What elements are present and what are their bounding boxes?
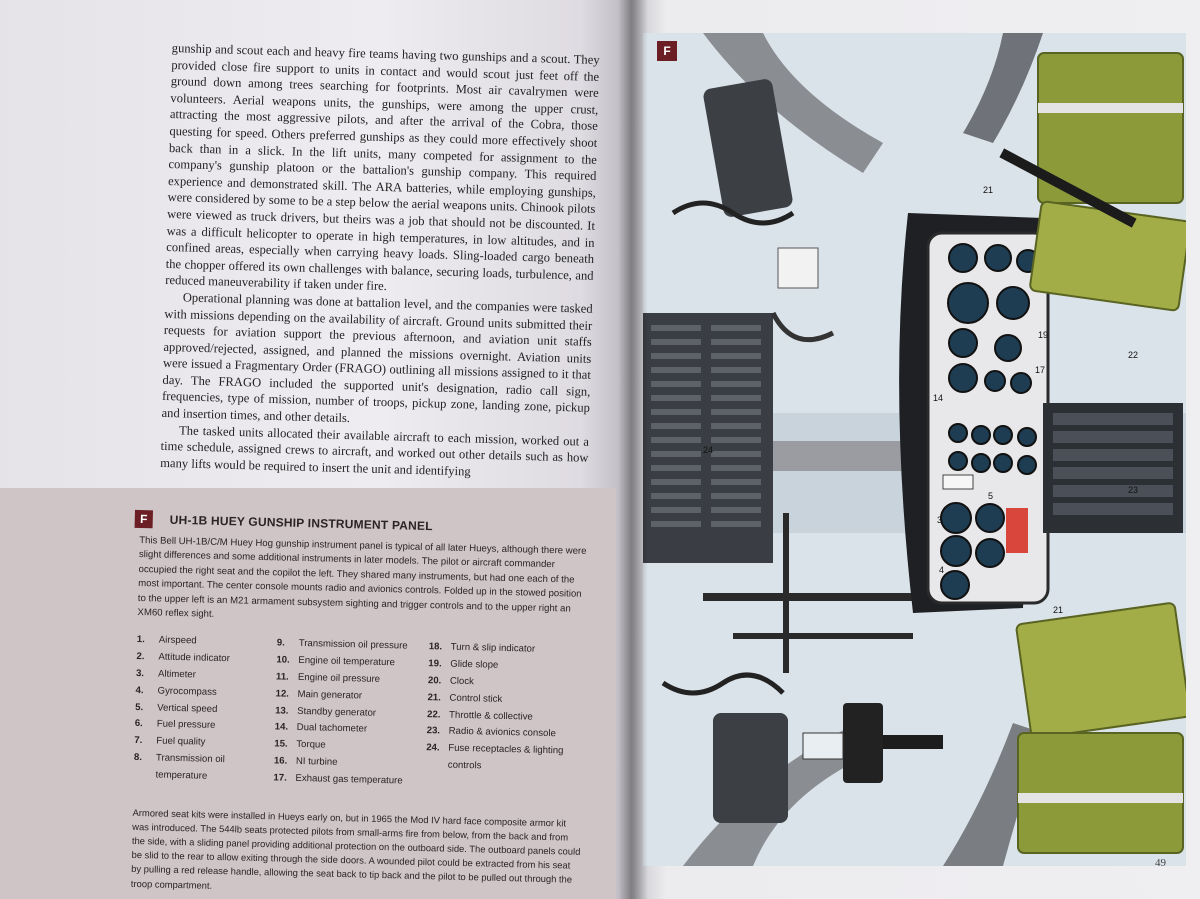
legend-item: 16. NI turbine xyxy=(273,755,338,768)
plate-letter-badge: F xyxy=(657,41,677,61)
plate-letter-badge: F xyxy=(135,510,153,528)
legend-item: 19. Glide slope xyxy=(428,658,499,672)
legend-item: 21. Control stick xyxy=(427,691,503,705)
legend-item: 2. Attitude indicator xyxy=(136,651,230,665)
caption-content xyxy=(131,510,590,899)
legend-column-2 xyxy=(273,636,429,791)
legend-item: 1. Airspeed xyxy=(136,634,197,647)
body-paragraph: gunship and scout each and heavy fire teams having two gunships and a scout. They provided close fire support to units in contact and would scout just feet off the ground down among trees searching for footprints. Most air cavalrymen were volunteers. Aerial weapons units, the gunships, were among the upper crust, attracting the most aggressive pilots, and after the arrival of the Cobra, those questing for speed. Others preferred gunships as they could more effectively shoot back than in a slick. In the lift units, many competed for assignment to the company's gunship platoon or the battalion's gunship company. This required experience and demonstrated skill. The ARA batteries, while employing gunships, were considered by some to be a step below the aerial weapons units. Chinook pilots were viewed as truck drivers, but theirs was a job that should not be discounted. It was a difficult helicopter to operate in high temperatures, in low altitudes, and in confined areas, especially when carrying heavy loads. Sling-loaded cargo beneath the chopper offered its own challenges with balance, securing loads, turbulence, and reduced maneuverability if taken under fire. xyxy=(165,40,600,294)
legend-item: 18. Turn & slip indicator xyxy=(428,641,536,656)
legend-item: 13. Standby generator xyxy=(275,704,377,719)
legend-item: 24. Fuse receptacles & lighting controls xyxy=(426,742,564,772)
legend-item: 11. Engine oil pressure xyxy=(275,671,381,685)
legend-item: 12. Main generator xyxy=(275,688,363,702)
legend-item: 5. Vertical speed xyxy=(135,701,218,715)
instrument-legend xyxy=(133,632,587,794)
caption-title: UH-1B HUEY GUNSHIP INSTRUMENT PANEL xyxy=(169,512,433,534)
legend-item: 14. Dual tachometer xyxy=(274,721,368,736)
legend-item: 23. Radio & avionics console xyxy=(426,725,556,740)
plate-callout: 21 xyxy=(1053,605,1064,615)
plate-callout: 23 xyxy=(1128,485,1139,495)
page-number: 49 xyxy=(1155,857,1166,869)
body-paragraph: Operational planning was done at battalion level, and the companies were tasked with missions depending on the availability of aircraft. Ground units submitted their requests for aviation support the previous afternoon, and aviation unit staffs approved/rejected, assigned, and planned the missions overnight. Aviation units were issued a Fragmentary Order (FRAGO) outlining all missions assigned to it that day. The FRAGO included the supported unit's designation, radio call sign, frequencies, type of mission, number of troops, pickup zone, landing zone, pickup and insertion times, and other details. xyxy=(161,290,593,426)
legend-item: 6. Fuel pressure xyxy=(134,718,216,732)
legend-column-3 xyxy=(425,640,569,795)
plate-callout: 14 xyxy=(933,393,944,403)
caption-description: This Bell UH-1B/C/M Huey Hog gunship instrument panel is typical of all later Hueys, although there were slight differences and some additional instruments in later models. The pilot or aircraft commander occupied the right seat and the copilot the left. They shared many instruments, but had one each of the most important. The center console mounts radio and avionics controls. Folded up in the stowed position to the upper left is an M21 armament subsystem sighting and trigger controls and to the upper right an XM60 reflex sight. xyxy=(137,534,587,620)
body-paragraph: The tasked units allocated their available aircraft to each mission, worked out a time schedule, assigned crews to aircraft, and worked out other details such as how many lifts would be required to insert the unit and identifying xyxy=(159,423,590,479)
plate-callout: 5 xyxy=(988,491,994,501)
plate-callout: 17 xyxy=(1035,365,1046,375)
legend-item: 3. Altimeter xyxy=(135,667,196,681)
caption-box xyxy=(0,488,616,899)
legend-item: 10. Engine oil temperature xyxy=(276,654,396,669)
legend-item: 4. Gyrocompass xyxy=(135,684,217,698)
plate-callout: 22 xyxy=(1128,350,1139,360)
legend-item: 15. Torque xyxy=(274,738,326,751)
legend-item: 9. Transmission oil pressure xyxy=(276,637,408,653)
legend-column-1 xyxy=(133,632,277,787)
legend-item: 20. Clock xyxy=(427,675,475,688)
plate-callout: 19 xyxy=(1038,330,1049,340)
plate-callout: 3 xyxy=(937,515,943,525)
legend-item: 22. Throttle & collective xyxy=(426,708,533,723)
plate-callouts xyxy=(643,33,1186,866)
legend-item: 7. Fuel quality xyxy=(134,735,206,748)
plate-callout: 24 xyxy=(703,445,714,455)
body-text xyxy=(160,40,600,483)
plate-callout: 21 xyxy=(983,185,994,195)
legend-item: 8. Transmission oil temperature xyxy=(133,751,226,782)
plate-callout: 4 xyxy=(939,565,945,575)
legend-item: 17. Exhaust gas temperature xyxy=(273,772,403,787)
armor-paragraph: Armored seat kits were installed in Hueys early on, but in 1965 the Mod IV hard face composite armor kit was introduced. The 544lb seats protected pilots from small-arms fire from below, from the back and from the side, with a sliding panel providing additional protection on the outboard side. The outboard panels could be slid to the rear to allow exiting through the side doors. A wounded pilot could be extracted from his seat by pulling a red release handle, allowing the seat back to tip back and the pilot to be pulled out through the troop compartment. xyxy=(130,806,581,891)
